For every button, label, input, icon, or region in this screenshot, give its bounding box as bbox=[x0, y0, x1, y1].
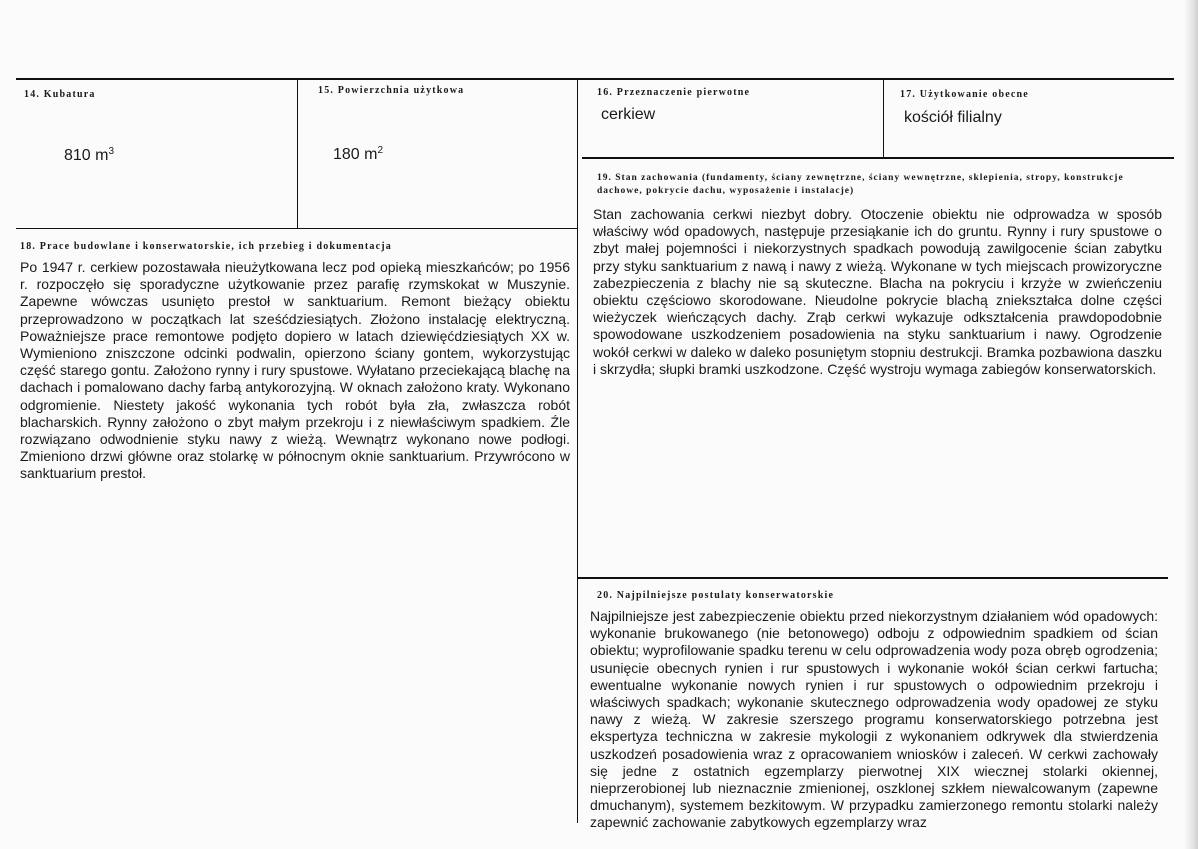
divider-left-right bbox=[577, 78, 578, 823]
field-20-text: Najpilniejsze jest zabezpieczenie obiektu przed niekorzystnym działaniem wód opadowych: wykonanie brukowanego (nie betonowego) odboju z odpowiednim spadkiem od ścian obiektu; wyprofilowanie spadku terenu w celu odprowadzenia wody poza obręb ogrodzenia; usunięcie obecnych rynien i rur spustowych i wykonanie wokół ścian cerkwi fartucha; ewentualne wykonanie nowych rynien i rur spustowych o odpowiednim przekroju i właściwych spadkach; wykonanie skutecznego odprowadzenia wody opadowej ze styku nawy z wieżą. W zakresie szerszego programu konserwatorskiego potrzebna jest ekspertyza techniczna w zakresie mykologii z wykonaniem odkrywek dla stwierdzenia uszkodzeń posadowienia wraz z opracowaniem wniosków i zaleceń. W cerkwi zachowały się jedne z ostatnich egzemplarzy pierwotnej XIX wiecznej stolarki okiennej, nieprzerobionej lub nieznacznie zmienionej, oszklonej szkłem niewalcowanym (zapewne dmuchanym), systemem bezkitowym. W przypadku zamierzonego remontu stolarki należy zapewnić zachowanie zabytkowych egzemplarzy wraz bbox=[590, 608, 1158, 831]
rule-under-14-15 bbox=[16, 228, 578, 229]
field-20-label: 20. Najpilniejsze postulaty konserwatorskie bbox=[597, 590, 835, 601]
field-17-label: 17. Użytkowanie obecne bbox=[900, 89, 1029, 100]
field-18-label: 18. Prace budowlane i konserwatorskie, ich przebieg i dokumentacja bbox=[20, 241, 392, 252]
field-14-label: 14. Kubatura bbox=[24, 89, 96, 100]
field-19-label: 19. Stan zachowania (fundamenty, ściany zewnętrzne, ściany wewnętrzne, sklepienia, stropy, konstrukcje dachowe, pokrycie dachu, wyposażenie i instalacje) bbox=[597, 173, 1124, 196]
card-edge bbox=[1184, 0, 1198, 849]
field-18-text: Po 1947 r. cerkiew pozostawała nieużytkowana lecz pod opieką mieszkańców; po 1956 r. rozpoczęło się sporadyczne użytkowanie przez parafię rzymskokat w Muszynie. Zapewne wówczas usunięto prestoł w sanktuarium. Remont bieżący obiektu przeprowadzono w początkach lat sześćdziesiątych. Złożono instalację elektryczną. Poważniejsze prace remontowe podjęto dopiero w latach dziewięćdziesiątych XX w. Wymieniono zniszczone odcinki podwalin, opierzono ściany gontem, wykorzystując część starego gontu. Założono rynny i rury spustowe. Wyłatano przeciekającą blachę na dachach i pomalowano dachy farbą antykorozyjną. W oknach założono kraty. Wykonano odgromienie. Niestety jakość wykonania tych robót była zła, zwłaszcza robót blacharskich. Rynny założono o zbyt małym przekroju i z niewłaściwym spadkiem. Źle rozwiązano odwodnienie styku nawy z wieżą. Wewnątrz wykonano nowe podłogi. Zmieniono drzwi główne oraz stolarkę w północnym oknie sanktuarium. Przywrócono w sanktuarium prestoł. bbox=[20, 259, 570, 482]
field-16-value: cerkiew bbox=[601, 106, 656, 123]
field-15-number: 180 m bbox=[333, 146, 378, 163]
field-16-label: 16. Przeznaczenie pierwotne bbox=[597, 87, 751, 98]
rule-under-16-17 bbox=[582, 157, 1174, 159]
top-rule bbox=[16, 78, 1174, 80]
field-15-unit-exponent: 2 bbox=[377, 145, 384, 156]
field-19-text: Stan zachowania cerkwi niezbyt dobry. Otoczenie obiektu nie odprowadza w sposób właściwy wód opadowych, następuje przesiąkanie ich do gruntu. Rynny i rury spustowe o zbyt małej pojemności i niekorzystnych spadkach powodują zawilgocenie ścian zabytku przy styku sanktuarium z nawą i nawy z wieżą. Wykonane w tych miejscach prowizoryczne zabezpieczenia z blachy nie są skuteczne. Blacha na pokryciu i krzyże w zwieńczeniu obiektu częściowo skorodowane. Nieudolne pokrycie blachą zniekształca dolne części wieżyczek wieńczących dachy. Zrąb cerkwi wykazuje odkształcenia prawdopodobnie spowodowane uszkodzeniem posadowienia na styku sanktuarium i nawy. Ogrodzenie wokół cerkwi w daleko w daleko posuniętym stopniu destrukcji. Bramka pozbawiona daszku i skrzydła; słupki bramki uszkodzone. Część wystroju wymaga zabiegów konserwatorskich. bbox=[593, 206, 1162, 377]
field-15-label: 15. Powierzchnia użytkowa bbox=[318, 85, 465, 96]
field-17-value: kościół filialny bbox=[904, 109, 1002, 126]
rule-above-20 bbox=[578, 577, 1168, 579]
field-14-unit-exponent: 3 bbox=[108, 146, 115, 157]
field-14-number: 810 m bbox=[64, 147, 109, 164]
field-14-value bbox=[64, 146, 114, 165]
field-15-value bbox=[333, 145, 383, 164]
divider-16-17 bbox=[883, 78, 884, 158]
divider-14-15 bbox=[297, 78, 298, 228]
